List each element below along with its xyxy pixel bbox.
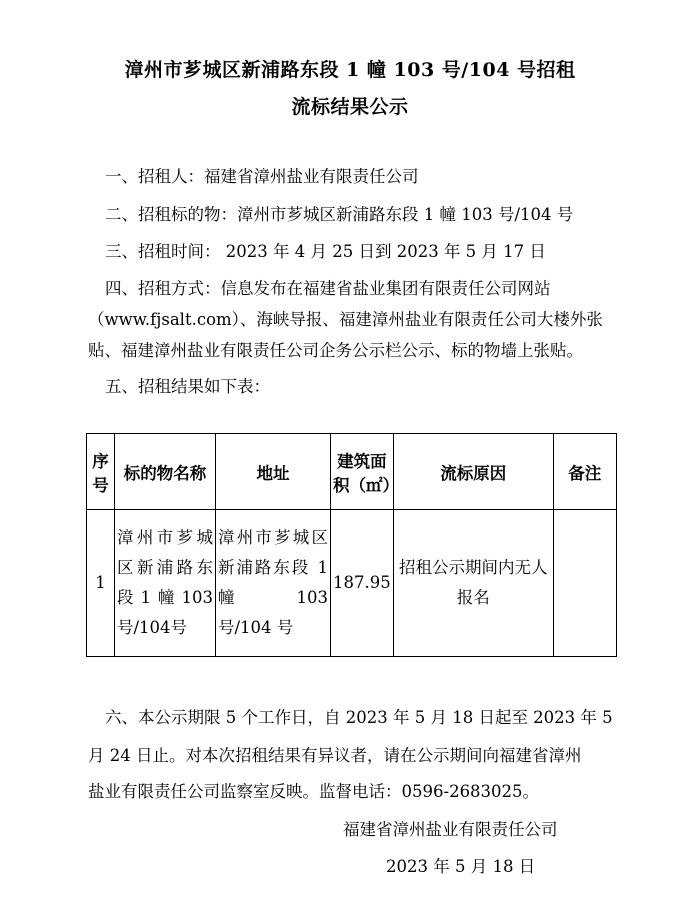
table-header-row [87, 434, 617, 510]
header-note: 备注 [553, 434, 616, 510]
header-area: 建筑面积（㎡） [331, 434, 394, 510]
header-name: 标的物名称 [115, 434, 216, 510]
signature-date: 2023 年 5 月 18 日 [386, 857, 536, 876]
cell-area: 187.95 [331, 510, 394, 657]
cell-no: 1 [87, 510, 115, 657]
item-lessor: 一、招租人：福建省漳州盐业有限责任公司 [105, 167, 419, 186]
item-objection-line2: 月 24 日止。对本次招租结果有异议者，请在公示期间向福建省漳州 [88, 746, 582, 765]
signature-org: 福建省漳州盐业有限责任公司 [343, 820, 558, 839]
cell-name: 漳州市芗城区新浦路东段1幢103号/104号 [115, 510, 216, 657]
header-no: 序号 [87, 434, 115, 510]
item-method-line2: （www.fjsalt.com）、海峡导报、福建漳州盐业有限责任公司大楼外张 [88, 310, 603, 329]
result-table [86, 433, 617, 657]
item-period: 三、招租时间： 2023 年 4 月 25 日到 2023 年 5 月 17 日 [105, 242, 546, 261]
item-subject: 二、招租标的物：漳州市芗城区新浦路东段 1 幢 103 号/104 号 [105, 205, 574, 224]
cell-note [553, 510, 616, 657]
item-result-intro: 五、招租结果如下表： [105, 377, 270, 396]
item-method-line1: 四、招租方式：信息发布在福建省盐业集团有限责任公司网站 [105, 279, 551, 298]
cell-address: 漳州市芗城区新浦路东段 1 幢 103 号/104 号 [216, 510, 331, 657]
item-method-line3: 贴、福建漳州盐业有限责任公司企务公示栏公示、标的物墙上张贴。 [88, 341, 583, 360]
item-objection-line3: 盐业有限责任公司监察室反映。监督电话：0596-2683025。 [88, 782, 540, 801]
header-reason: 流标原因 [393, 434, 553, 510]
table-row [87, 510, 617, 657]
cell-reason: 招租公示期间内无人报名 [393, 510, 553, 657]
item-objection-line1: 六、本公示期限 5 个工作日，自 2023 年 5 月 18 日起至 2023 年 5 [105, 708, 613, 727]
header-address: 地址 [216, 434, 331, 510]
document-subtitle: 流标结果公示 [291, 96, 409, 118]
document-title: 漳州市芗城区新浦路东段 1 幢 103 号/104 号招租 [124, 59, 576, 81]
